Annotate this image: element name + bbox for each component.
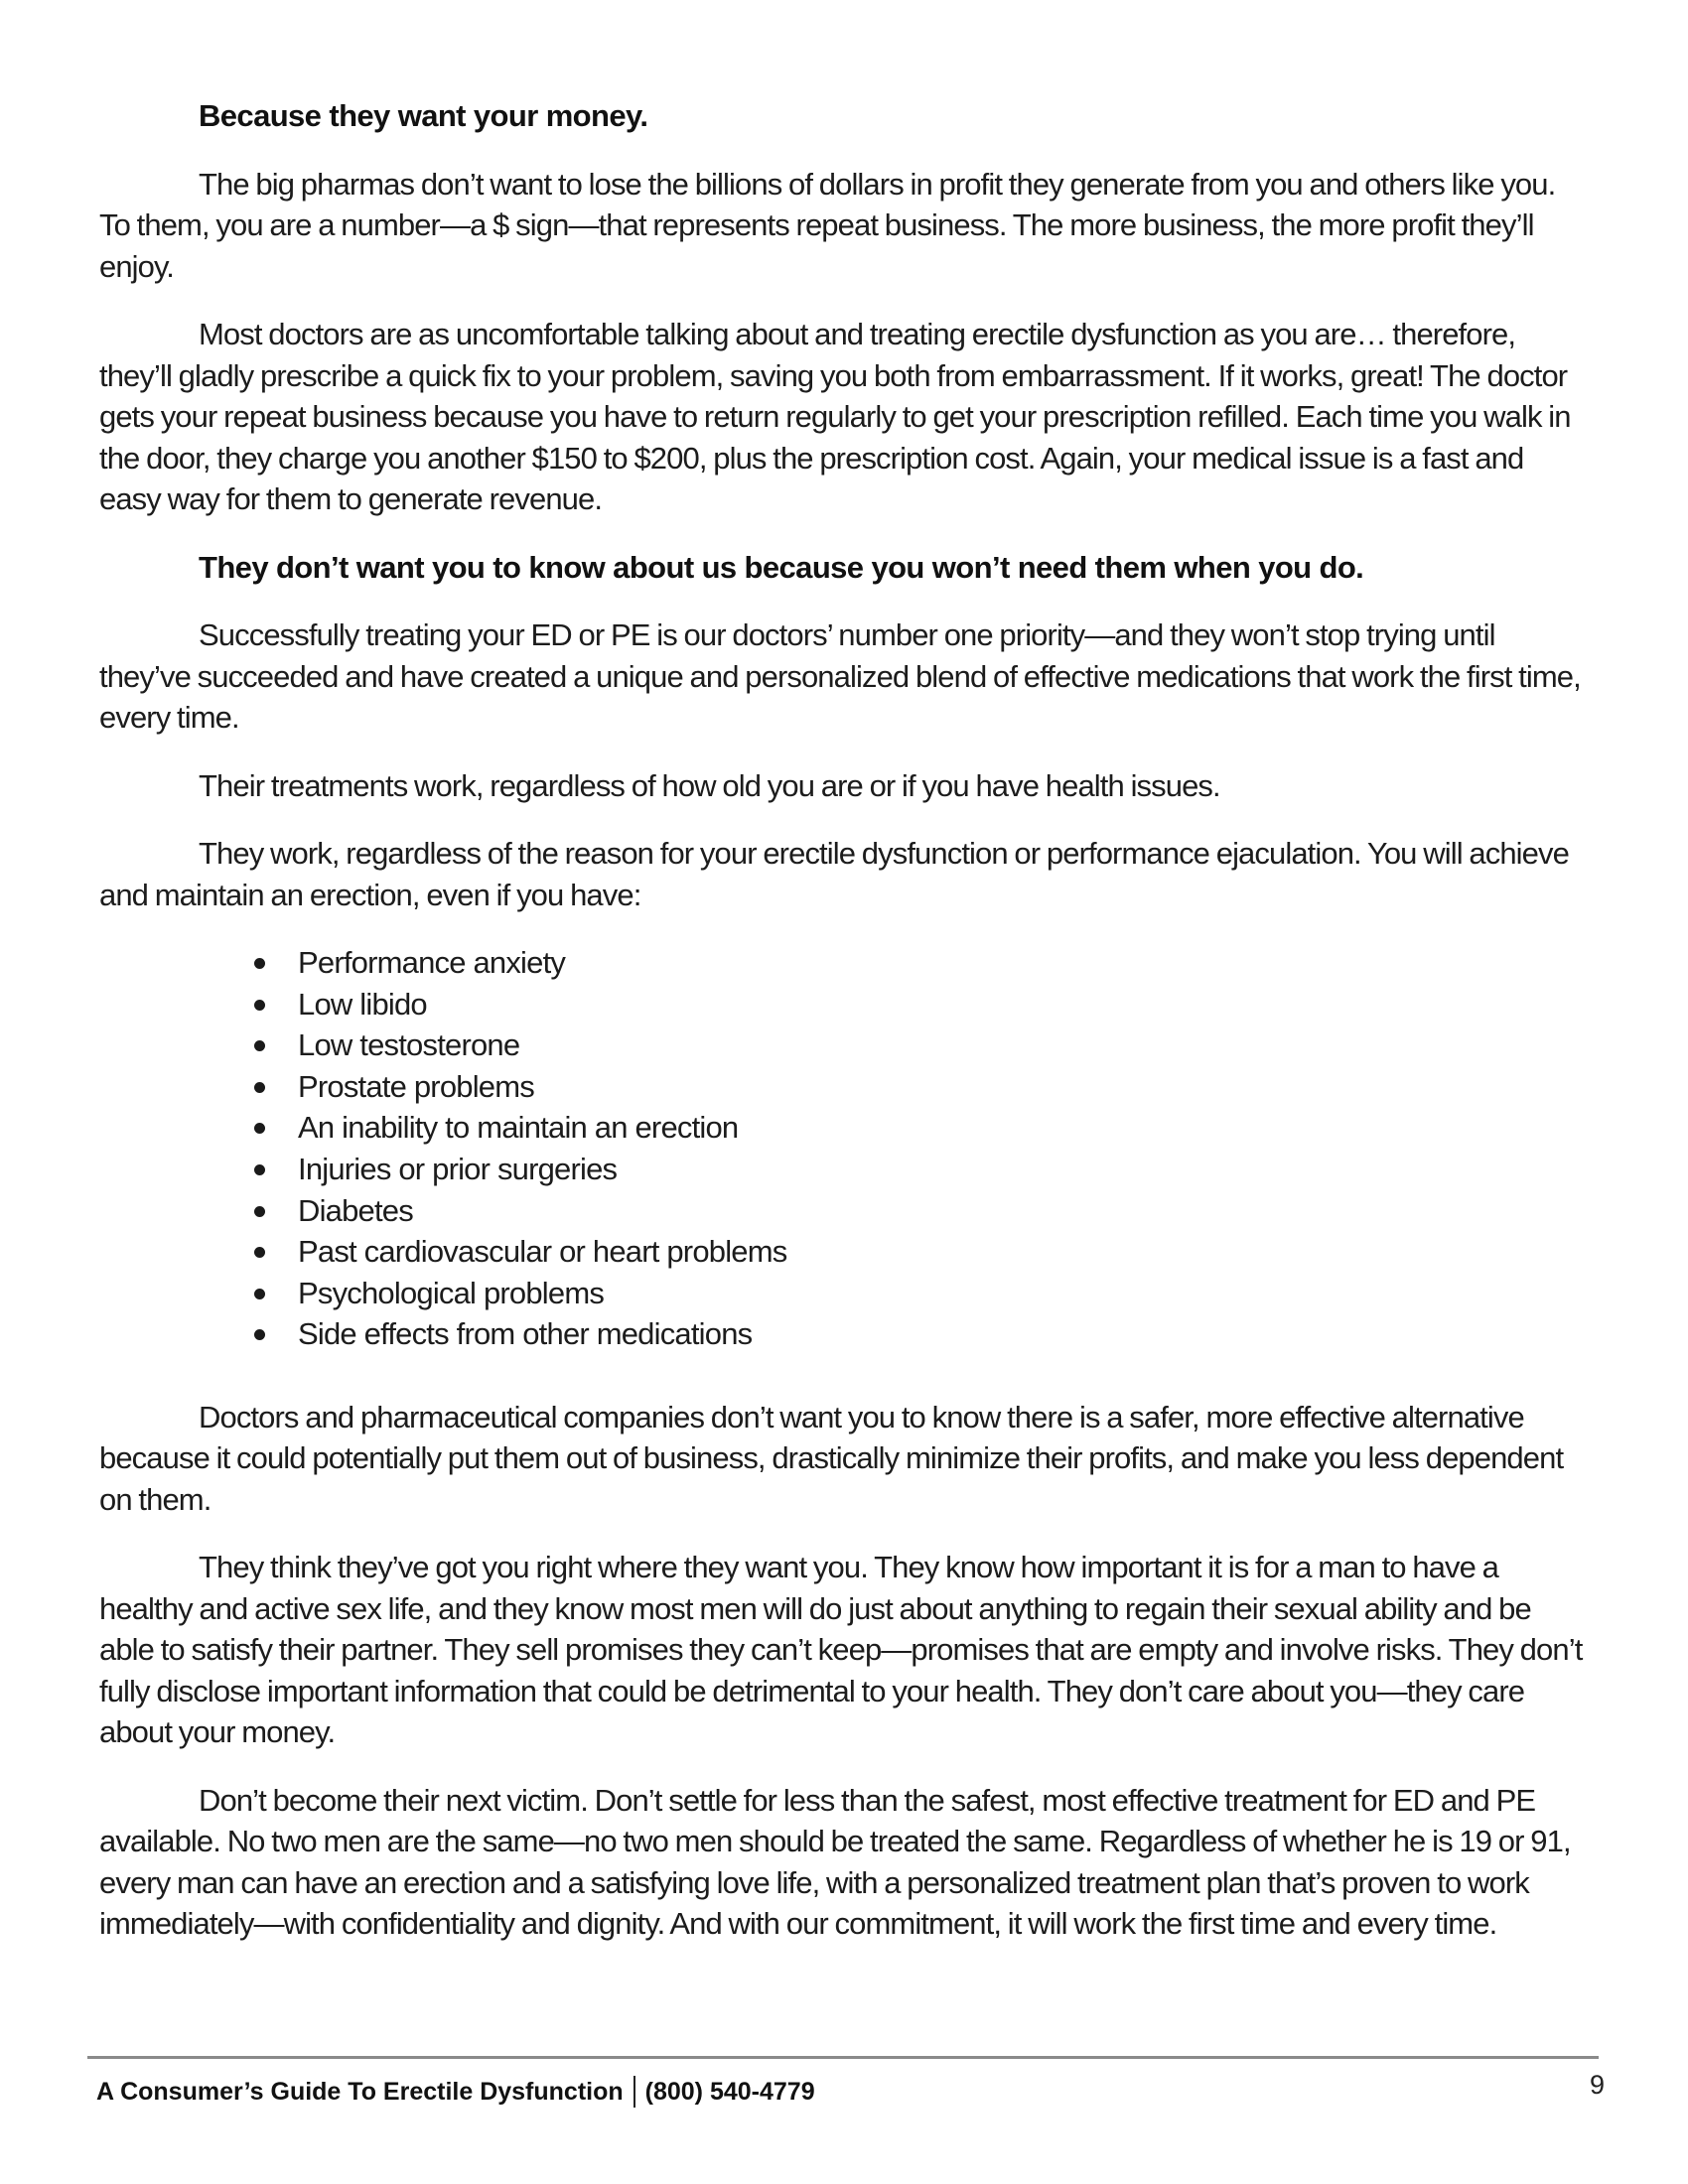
bullet-icon xyxy=(254,1206,265,1217)
list-item xyxy=(254,1107,1589,1149)
bullet-icon xyxy=(254,1164,265,1175)
list-item xyxy=(254,942,1589,984)
footer-separator xyxy=(633,2076,635,2108)
bullet-icon xyxy=(254,1040,265,1051)
list-item xyxy=(254,1190,1589,1232)
list-item-text: Low libido xyxy=(298,986,427,1022)
section-heading: They don’t want you to know about us because you won’t need them when you do. xyxy=(199,549,1364,585)
page-footer xyxy=(96,2072,1586,2112)
paragraph: The big pharmas don’t want to lose the billions of dollars in profit they generate from you and others like you. To them, you are a number—a $ sign—that represents repeat business. The more business, the more profit they’ll enjoy. xyxy=(99,166,1556,284)
page-body xyxy=(99,95,1589,1972)
list-item-text: Diabetes xyxy=(298,1192,413,1228)
bullet-icon xyxy=(254,958,265,969)
list-item-text: Past cardiovascular or heart problems xyxy=(298,1234,787,1270)
footer-phone: (800) 540-4779 xyxy=(644,2077,815,2106)
bullet-icon xyxy=(254,1329,265,1340)
list-item-text: Psychological problems xyxy=(298,1275,605,1310)
list-item xyxy=(254,1149,1589,1190)
condition-list xyxy=(99,942,1589,1355)
bullet-icon xyxy=(254,1247,265,1258)
list-item xyxy=(254,1024,1589,1066)
list-item xyxy=(254,1273,1589,1314)
footer-divider xyxy=(87,2056,1599,2059)
bullet-icon xyxy=(254,1000,265,1011)
footer-title: A Consumer’s Guide To Erectile Dysfunction xyxy=(96,2077,624,2106)
paragraph: They think they’ve got you right where they want you. They know how important it is for a man to have a healthy and active sex life, and they know most men will do just about anything to regain their sexual ability and be able to satisfy their partner. They sell promises they can’t keep—promises that are empty and involve risks. They don’t fully disclose important information that could be detrimental to your health. They don’t care about you—they care about your money. xyxy=(99,1550,1583,1750)
paragraph: They work, regardless of the reason for your erectile dysfunction or performance ejaculation. You will achieve and maintain an erection, even if you have: xyxy=(99,836,1569,912)
list-item-text: Performance anxiety xyxy=(298,945,566,980)
list-item xyxy=(254,1231,1589,1273)
list-item-text: Side effects from other medications xyxy=(298,1316,753,1352)
paragraph: Their treatments work, regardless of how old you are or if you have health issues. xyxy=(199,767,1220,803)
list-item-text: Prostate problems xyxy=(298,1068,534,1104)
bullet-icon xyxy=(254,1123,265,1134)
paragraph: Successfully treating your ED or PE is our doctors’ number one priority—and they won’t stop trying until they’ve succeeded and have created a unique and personalized blend of effective medications that work the first time, every time. xyxy=(99,617,1581,735)
list-item xyxy=(254,1313,1589,1355)
page-number: 9 xyxy=(1589,2070,1605,2100)
list-item-text: An inability to maintain an erection xyxy=(298,1110,739,1146)
paragraph: Doctors and pharmaceutical companies don’t want you to know there is a safer, more effective alternative because it could potentially put them out of business, drastically minimize their profits, and make you less dependent on them. xyxy=(99,1399,1564,1517)
bullet-icon xyxy=(254,1082,265,1093)
list-item xyxy=(254,1066,1589,1108)
section-heading: Because they want your money. xyxy=(199,98,648,133)
list-item-text: Injuries or prior surgeries xyxy=(298,1151,618,1186)
paragraph: Most doctors are as uncomfortable talking about and treating erectile dysfunction as you are… therefore, they’ll gladly prescribe a quick fix to your problem, saving you both from embarrassment. If it works, great! The doctor gets your repeat business because you have to return regularly to get your prescription refilled. Each time you walk in the door, they charge you another $150 to $200, plus the prescription cost. Again, your medical issue is a fast and easy way for them to generate revenue. xyxy=(99,317,1571,516)
list-item-text: Low testosterone xyxy=(298,1027,520,1063)
paragraph: Don’t become their next victim. Don’t settle for less than the safest, most effective treatment for ED and PE available. No two men are the same—no two men should be treated the same. Regardless of whether he is 19 or 91, every man can have an erection and a satisfying love life, with a personalized treatment plan that’s proven to work immediately—with confidentiality and dignity. And with our commitment, it will work the first time and every time. xyxy=(99,1782,1571,1942)
list-item xyxy=(254,984,1589,1025)
bullet-icon xyxy=(254,1289,265,1299)
